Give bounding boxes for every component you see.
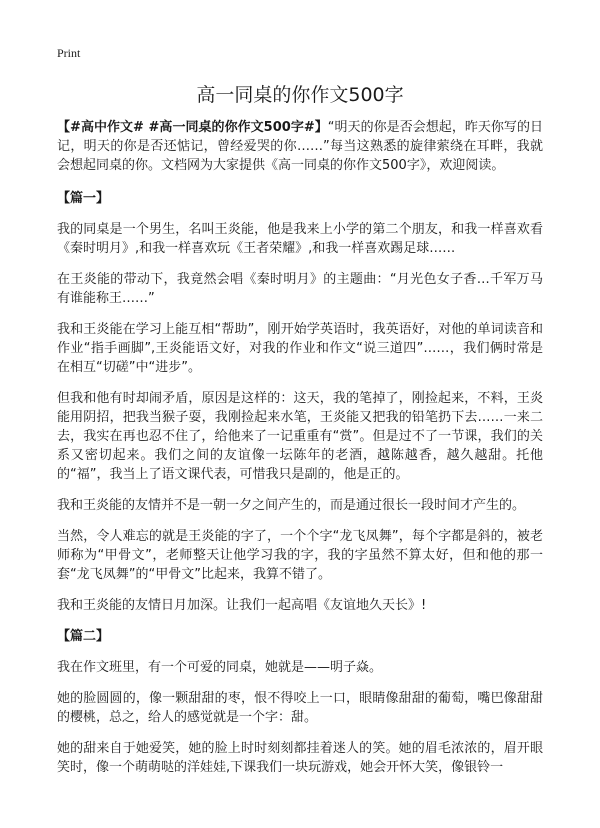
- intro-tag: 【#高中作文# #高一同桌的你作文500字#】: [57, 120, 328, 135]
- paragraph: 当然，令人难忘的就是王炎能的字了，一个个字“龙飞凤舞”，每个字都是斜的，被老师称为“甲骨文”，老师整天让他学习我的字，我的字虽然不算太好，但和他的那一套“龙飞凤舞”的“甲骨文”比起来，我算不错了。: [57, 529, 543, 582]
- paragraph: 我和王炎能在学习上能互相“帮助”，刚开始学英语时，我英语好，对他的单词读音和作业“指手画脚”,王炎能语文好，对我的作业和作文“说三道四”……，我们俩时常是在相互“切磋”中“进步”。: [57, 322, 543, 375]
- section-heading-2: 【篇二】: [57, 629, 110, 644]
- print-link[interactable]: Print: [57, 46, 81, 60]
- page-title: 高一同桌的你作文500字: [196, 84, 404, 106]
- paragraph: 我和王炎能的友情日月加深。让我们一起高唱《友谊地久天长》!: [57, 598, 427, 613]
- paragraph: 但我和他有时却闹矛盾，原因是这样的：这天，我的笔掉了，刚捡起来，不料，王炎能用阴招，把我当猴子耍，我刚捡起来水笔，王炎能又把我的铅笔扔下去……一来二去，我实在再也忍不住了，给他来了一记重重有“赏”。但是过不了一节课，我们的关系又密切起来。我们之间的友谊像一坛陈年的老酒，越陈越香，越久越甜。托他的“福”，我当上了语文课代表，可惜我只是副的，他是正的。: [57, 391, 543, 482]
- paragraph: 在王炎能的带动下，我竟然会唱《秦时明月》的主题曲：“月光色女子香…千军万马有谁能称王……”: [57, 272, 543, 306]
- paragraph: 我和王炎能的友情并不是一朝一夕之间产生的，而是通过很长一段时间才产生的。: [57, 498, 526, 513]
- article-body: [57, 118, 543, 789]
- intro-paragraph: [57, 118, 543, 175]
- paragraph: 她的脸圆圆的，像一颗甜甜的枣，恨不得咬上一口，眼睛像甜甜的葡萄，嘴巴像甜甜的樱桃，总之，给人的感觉就是一个字：甜。: [57, 691, 543, 725]
- paragraph: 我的同桌是一个男生，名叫王炎能，他是我来上小学的第二个朋友，和我一样喜欢看《秦时明月》,和我一样喜欢玩《王者荣耀》,和我一样喜欢踢足球……: [57, 222, 543, 256]
- section-heading-1: 【篇一】: [57, 191, 110, 206]
- paragraph: 她的甜来自于她爱笑，她的脸上时时刻刻都挂着迷人的笑。她的眉毛浓浓的，眉开眼笑时，像一个萌萌哒的洋娃娃,下课我们一块玩游戏，她会开怀大笑，像银铃一: [57, 741, 543, 775]
- paragraph: 我在作文班里，有一个可爱的同桌，她就是——明子焱。: [57, 660, 383, 675]
- intro-text: “明天的你是否会想起，昨天你写的日记，明天的你是否还惦记，曾经爱哭的你……”每当这熟悉的旋律萦绕在耳畔，我就会想起同桌的你。文档网为大家提供《高一同桌的你作文500字》，欢迎阅读。: [57, 120, 543, 173]
